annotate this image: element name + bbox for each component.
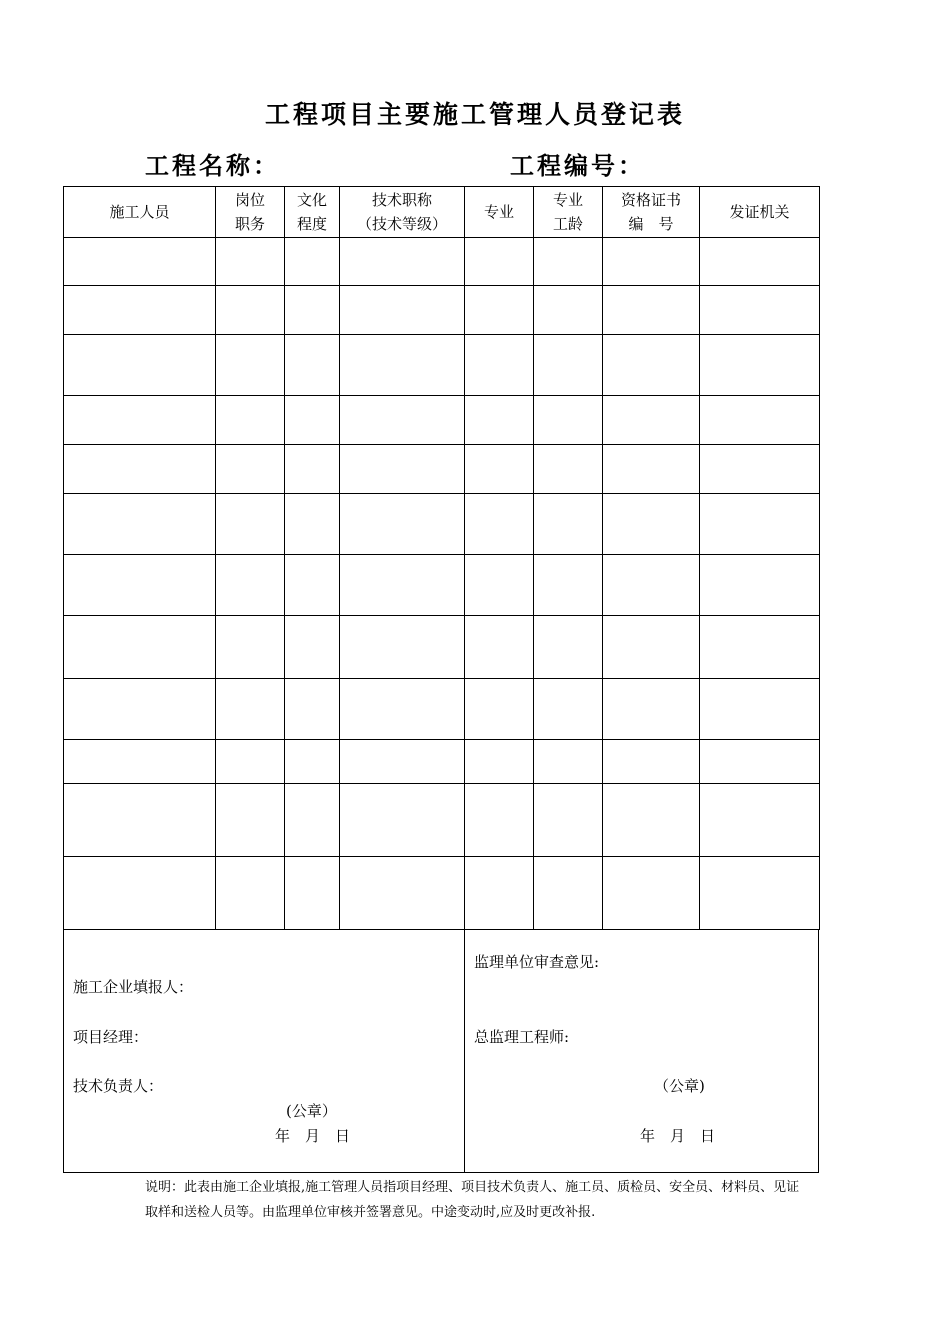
technical-lead-label: 技术负责人： <box>73 1077 164 1095</box>
table-cell[interactable] <box>700 494 820 555</box>
table-cell[interactable] <box>700 445 820 494</box>
table-cell[interactable] <box>700 616 820 679</box>
table-cell[interactable] <box>216 494 285 555</box>
header-education: 文化 程度 <box>285 187 340 238</box>
table-cell[interactable] <box>216 335 285 396</box>
table-cell[interactable] <box>700 784 820 857</box>
table-cell[interactable] <box>340 555 465 616</box>
table-cell[interactable] <box>465 445 534 494</box>
table-cell[interactable] <box>285 396 340 445</box>
table-cell[interactable] <box>603 396 700 445</box>
table-cell[interactable] <box>340 445 465 494</box>
table-cell[interactable] <box>216 784 285 857</box>
table-cell[interactable] <box>700 335 820 396</box>
table-cell[interactable] <box>216 740 285 784</box>
table-cell[interactable] <box>603 555 700 616</box>
section-divider <box>464 929 465 1172</box>
table-cell[interactable] <box>285 238 340 286</box>
table-cell[interactable] <box>285 679 340 740</box>
table-cell[interactable] <box>64 445 216 494</box>
table-row <box>64 740 820 784</box>
table-cell[interactable] <box>285 740 340 784</box>
table-cell[interactable] <box>700 286 820 335</box>
table-cell[interactable] <box>216 679 285 740</box>
header-personnel: 施工人员 <box>64 187 216 238</box>
table-cell[interactable] <box>603 335 700 396</box>
chief-supervisor-label: 总监理工程师: <box>474 1028 570 1046</box>
table-cell[interactable] <box>64 740 216 784</box>
table-cell[interactable] <box>340 679 465 740</box>
table-cell[interactable] <box>64 494 216 555</box>
header-specialty: 专业 <box>465 187 534 238</box>
table-cell[interactable] <box>216 616 285 679</box>
contractor-seal: (公章） <box>286 1102 337 1120</box>
table-cell[interactable] <box>64 238 216 286</box>
table-cell[interactable] <box>700 555 820 616</box>
table-cell[interactable] <box>534 740 603 784</box>
table-cell[interactable] <box>340 396 465 445</box>
table-cell[interactable] <box>285 616 340 679</box>
table-cell[interactable] <box>340 740 465 784</box>
table-cell[interactable] <box>465 857 534 930</box>
table-row <box>64 555 820 616</box>
table-cell[interactable] <box>64 784 216 857</box>
table-cell[interactable] <box>465 396 534 445</box>
project-name-label: 工程名称： <box>145 151 280 180</box>
table-cell[interactable] <box>285 286 340 335</box>
page-title: 工程项目主要施工管理人员登记表 <box>264 100 685 129</box>
table-cell[interactable] <box>700 396 820 445</box>
contractor-filler-label: 施工企业填报人： <box>73 978 194 996</box>
table-row <box>64 857 820 930</box>
table-cell[interactable] <box>285 335 340 396</box>
table-cell[interactable] <box>534 679 603 740</box>
table-row <box>64 335 820 396</box>
table-cell[interactable] <box>64 679 216 740</box>
table-cell[interactable] <box>534 555 603 616</box>
table-cell[interactable] <box>603 494 700 555</box>
table-cell[interactable] <box>285 445 340 494</box>
table-cell[interactable] <box>603 445 700 494</box>
header-cert-number: 资格证书 编 号 <box>603 187 700 238</box>
table-cell[interactable] <box>64 857 216 930</box>
table-cell[interactable] <box>603 286 700 335</box>
table-cell[interactable] <box>465 679 534 740</box>
table-cell[interactable] <box>64 616 216 679</box>
table-cell[interactable] <box>64 335 216 396</box>
table-cell[interactable] <box>465 494 534 555</box>
table-cell[interactable] <box>64 286 216 335</box>
table-cell[interactable] <box>64 555 216 616</box>
table-row <box>64 616 820 679</box>
table-header-row <box>64 187 820 238</box>
table-cell[interactable] <box>216 857 285 930</box>
table-cell[interactable] <box>64 396 216 445</box>
table-cell[interactable] <box>534 616 603 679</box>
header-years: 专业 工龄 <box>534 187 603 238</box>
header-title: 技术职称 （技术等级） <box>340 187 465 238</box>
table-cell[interactable] <box>700 238 820 286</box>
table-cell[interactable] <box>603 784 700 857</box>
table-cell[interactable] <box>340 286 465 335</box>
table-cell[interactable] <box>465 740 534 784</box>
table-cell[interactable] <box>534 396 603 445</box>
signature-section <box>63 929 819 1173</box>
table-cell[interactable] <box>603 238 700 286</box>
table-cell[interactable] <box>285 555 340 616</box>
table-cell[interactable] <box>534 286 603 335</box>
table-row <box>64 445 820 494</box>
table-cell[interactable] <box>700 740 820 784</box>
table-cell[interactable] <box>465 335 534 396</box>
table-row <box>64 396 820 445</box>
table-cell[interactable] <box>285 494 340 555</box>
table-cell[interactable] <box>603 616 700 679</box>
table-cell[interactable] <box>534 238 603 286</box>
supervisor-opinion-label: 监理单位审查意见: <box>474 953 600 971</box>
table-cell[interactable] <box>216 555 285 616</box>
table-row <box>64 494 820 555</box>
table-cell[interactable] <box>534 445 603 494</box>
contractor-date: 年 月 日 <box>275 1127 351 1145</box>
table-cell[interactable] <box>216 238 285 286</box>
table-cell[interactable] <box>603 679 700 740</box>
table-cell[interactable] <box>340 494 465 555</box>
table-row <box>64 679 820 740</box>
table-cell[interactable] <box>285 784 340 857</box>
table-cell[interactable] <box>340 784 465 857</box>
table-cell[interactable] <box>216 286 285 335</box>
project-number-label: 工程编号： <box>510 151 645 180</box>
table-cell[interactable] <box>340 335 465 396</box>
table-cell[interactable] <box>700 679 820 740</box>
table-cell[interactable] <box>534 784 603 857</box>
footnote: 说明：此表由施工企业填报,施工管理人员指项目经理、项目技术负责人、施工员、质检员、安全员、材料员、见证取样和送检人员等。由监理单位审核并签署意见。中途变动时,应及时更改补报. <box>145 1180 800 1220</box>
table-row <box>64 784 820 857</box>
table-cell[interactable] <box>465 286 534 335</box>
table-cell[interactable] <box>534 494 603 555</box>
project-manager-label: 项目经理： <box>73 1028 149 1046</box>
table-cell[interactable] <box>700 857 820 930</box>
table-cell[interactable] <box>340 857 465 930</box>
table-cell[interactable] <box>465 616 534 679</box>
table-cell[interactable] <box>340 616 465 679</box>
table-cell[interactable] <box>534 857 603 930</box>
table-cell[interactable] <box>465 784 534 857</box>
header-issuer: 发证机关 <box>700 187 820 238</box>
table-cell[interactable] <box>534 335 603 396</box>
table-cell[interactable] <box>216 396 285 445</box>
table-cell[interactable] <box>465 238 534 286</box>
table-cell[interactable] <box>603 857 700 930</box>
supervisor-date: 年 月 日 <box>640 1127 716 1145</box>
table-cell[interactable] <box>603 740 700 784</box>
table-cell[interactable] <box>216 445 285 494</box>
table-cell[interactable] <box>285 857 340 930</box>
table-row <box>64 286 820 335</box>
header-position: 岗位 职务 <box>216 187 285 238</box>
supervisor-seal: （公章) <box>654 1077 705 1095</box>
personnel-table <box>63 186 820 930</box>
table-cell[interactable] <box>465 555 534 616</box>
table-cell[interactable] <box>340 238 465 286</box>
table-row <box>64 238 820 286</box>
